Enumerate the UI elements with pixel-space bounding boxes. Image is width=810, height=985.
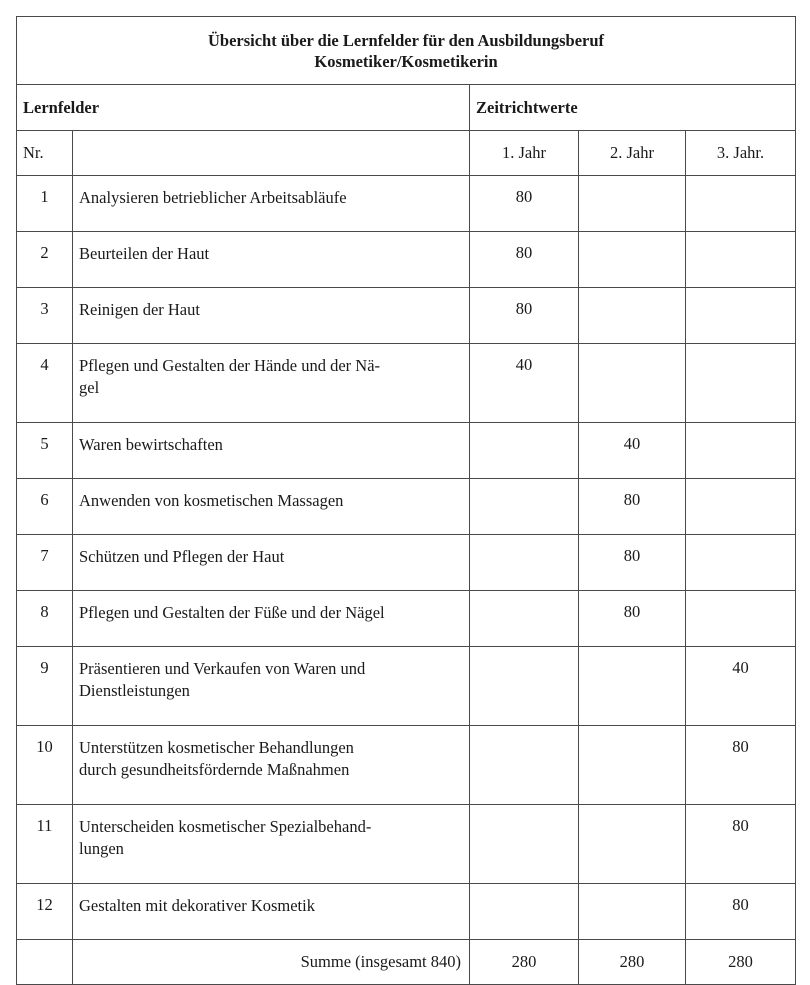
row-year-2-hours: 80	[579, 535, 686, 591]
header-year-1: 1. Jahr	[470, 131, 579, 176]
table-row	[17, 479, 796, 535]
table-row	[17, 288, 796, 344]
row-year-1-hours: 80	[470, 288, 579, 344]
title-line-2: Kosmetiker/Kosmetikerin	[314, 51, 498, 71]
summary-year-2-total: 280	[579, 940, 686, 985]
header-lernfelder: Lernfelder	[17, 85, 470, 131]
row-year-3-hours	[686, 535, 796, 591]
row-lernfeld-name: Präsentieren und Verkaufen von Waren und Dienstleistungen	[73, 647, 470, 726]
row-year-1-hours	[470, 805, 579, 884]
row-year-3-hours	[686, 176, 796, 232]
row-year-3-hours	[686, 591, 796, 647]
row-year-3-hours: 80	[686, 726, 796, 805]
table-row	[17, 805, 796, 884]
row-nr: 5	[17, 423, 73, 479]
header-zeitrichtwerte: Zeitrichtwerte	[470, 85, 796, 131]
row-lernfeld-name: Gestalten mit dekorativer Kosmetik	[73, 884, 470, 940]
row-year-2-hours: 80	[579, 591, 686, 647]
row-year-2-hours: 40	[579, 423, 686, 479]
row-lernfeld-name: Anwenden von kosmetischen Massagen	[73, 479, 470, 535]
row-year-1-hours	[470, 726, 579, 805]
table-row	[17, 591, 796, 647]
row-lernfeld-name: Pflegen und Gestalten der Hände und der Nä- gel	[73, 344, 470, 423]
lernfelder-table	[16, 16, 796, 985]
row-nr: 1	[17, 176, 73, 232]
row-year-2-hours	[579, 884, 686, 940]
row-year-2-hours	[579, 232, 686, 288]
row-year-3-hours: 40	[686, 647, 796, 726]
row-lernfeld-name: Waren bewirtschaften	[73, 423, 470, 479]
row-year-1-hours	[470, 535, 579, 591]
row-lernfeld-name: Analysieren betrieblicher Arbeitsabläufe	[73, 176, 470, 232]
row-year-2-hours	[579, 805, 686, 884]
summary-label: Summe (insgesamt 840)	[73, 940, 470, 985]
row-year-1-hours	[470, 423, 579, 479]
table-row	[17, 176, 796, 232]
table-row	[17, 535, 796, 591]
row-year-3-hours: 80	[686, 805, 796, 884]
row-year-3-hours	[686, 344, 796, 423]
row-nr: 9	[17, 647, 73, 726]
row-year-1-hours	[470, 591, 579, 647]
row-nr: 8	[17, 591, 73, 647]
row-year-3-hours	[686, 423, 796, 479]
row-nr: 10	[17, 726, 73, 805]
summary-year-3-total: 280	[686, 940, 796, 985]
title-line-1: Übersicht über die Lernfelder für den Ausbildungsberuf	[207, 30, 605, 50]
row-nr: 12	[17, 884, 73, 940]
table-row	[17, 344, 796, 423]
summary-year-1-total: 280	[470, 940, 579, 985]
row-nr: 3	[17, 288, 73, 344]
subheader-row	[17, 131, 796, 176]
row-year-2-hours	[579, 288, 686, 344]
row-year-1-hours: 80	[470, 232, 579, 288]
table-title	[17, 17, 796, 85]
row-year-2-hours	[579, 647, 686, 726]
row-nr: 4	[17, 344, 73, 423]
row-year-1-hours: 80	[470, 176, 579, 232]
row-lernfeld-name: Schützen und Pflegen der Haut	[73, 535, 470, 591]
row-year-3-hours	[686, 232, 796, 288]
row-year-3-hours: 80	[686, 884, 796, 940]
table-row	[17, 647, 796, 726]
row-lernfeld-name: Reinigen der Haut	[73, 288, 470, 344]
header-year-3: 3. Jahr.	[686, 131, 796, 176]
row-year-3-hours	[686, 288, 796, 344]
header-year-2: 2. Jahr	[579, 131, 686, 176]
header-nr: Nr.	[17, 131, 73, 176]
row-lernfeld-name: Unterscheiden kosmetischer Spezialbehand- lungen	[73, 805, 470, 884]
table-row	[17, 726, 796, 805]
table-row	[17, 423, 796, 479]
row-nr: 7	[17, 535, 73, 591]
row-lernfeld-name: Unterstützen kosmetischer Behandlungen durch gesundheitsfördernde Maßnahmen	[73, 726, 470, 805]
row-year-2-hours: 80	[579, 479, 686, 535]
row-nr: 2	[17, 232, 73, 288]
header-row	[17, 85, 796, 131]
row-lernfeld-name: Beurteilen der Haut	[73, 232, 470, 288]
table-row	[17, 232, 796, 288]
row-nr: 6	[17, 479, 73, 535]
summary-empty	[17, 940, 73, 985]
row-year-2-hours	[579, 344, 686, 423]
row-lernfeld-name: Pflegen und Gestalten der Füße und der Nägel	[73, 591, 470, 647]
row-year-3-hours	[686, 479, 796, 535]
row-year-2-hours	[579, 726, 686, 805]
row-year-2-hours	[579, 176, 686, 232]
document-page	[16, 16, 795, 985]
row-year-1-hours	[470, 884, 579, 940]
row-year-1-hours	[470, 647, 579, 726]
header-empty	[73, 131, 470, 176]
summary-row	[17, 940, 796, 985]
row-nr: 11	[17, 805, 73, 884]
row-year-1-hours: 40	[470, 344, 579, 423]
title-row	[17, 17, 796, 85]
table-row	[17, 884, 796, 940]
row-year-1-hours	[470, 479, 579, 535]
